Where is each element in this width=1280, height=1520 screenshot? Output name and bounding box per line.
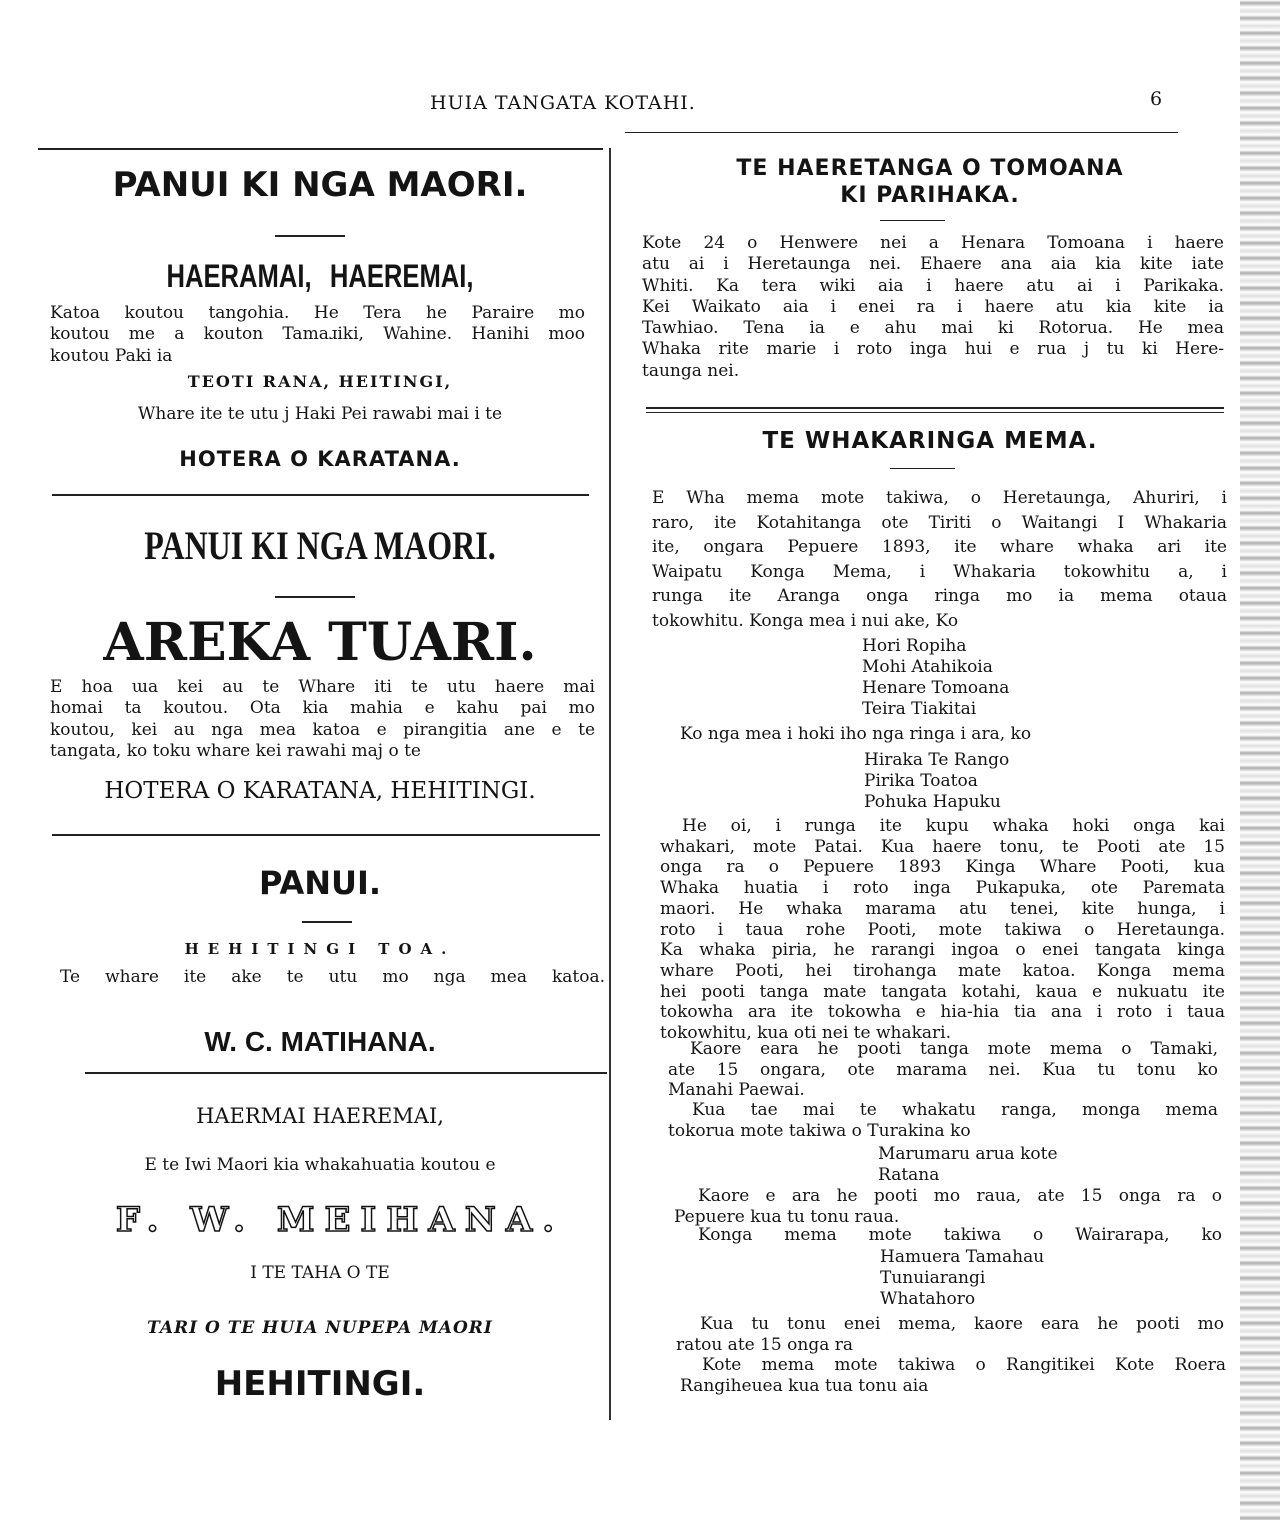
article1-title-line: TE HAERETANGA O TOMOANA [736, 156, 1124, 181]
text-line: Rangiheuea kua tua tonu aia [680, 1376, 929, 1396]
text-line: Whaka rite marie i roto inga hui e rua j tu ki Here- [642, 339, 1224, 360]
section-rule [52, 494, 589, 496]
ad3-line: Te whare ite ake te utu mo nga mea katoa. [60, 967, 605, 987]
article2-p8 [676, 1314, 1224, 1355]
text-line: tokowhitu. Konga mea i nui ake, Ko [652, 610, 959, 631]
text-line: koutou Paki ia [50, 345, 173, 366]
text-line: Manahi Paewai. [668, 1080, 805, 1100]
text-line: Kote mema mote takiwa o Rangitikei Kote Roera [702, 1355, 1226, 1375]
article1-title [630, 155, 1230, 209]
name-item: Pohuka Hapuku [864, 792, 1001, 812]
name-item: Henare Tomoana [862, 678, 1010, 698]
article2-p7-wrap [698, 1225, 1222, 1246]
ad4-line: E te Iwi Maori kia whakahuatia koutou e [144, 1155, 496, 1175]
short-rule [302, 921, 352, 923]
ad2-title: PANUI KI NGA MAORI. [144, 523, 496, 568]
name-item: Marumaru arua kote [878, 1144, 1058, 1164]
text-line: tokowha ara ite tokowha e hia-hia tia ana i roto i taua [660, 1002, 1225, 1023]
text-line: tangata, ko toku whare kei rawahi maj o te [50, 740, 421, 761]
text-line: Kua tu tonu enei mema, kaore eara he pooti mo [700, 1314, 1224, 1334]
ad2-paragraph [50, 677, 595, 762]
ad4-line2: I TE TAHA O TE [250, 1263, 390, 1283]
column-divider [609, 148, 611, 1420]
text-line: Kote 24 o Henwere nei a Henara Tomoana i haere [642, 233, 1224, 253]
text-line: roto i taua rohe Pooti, mote takiwa o Heretaunga. [660, 919, 1225, 940]
text-line: koutou, kei au nga mea katoa e pirangitia ane e te [50, 719, 595, 740]
ad1-footer: HOTERA O KARATANA. [179, 447, 461, 471]
text-line: runga ite Aranga onga ringa mo ia mema otaua [652, 586, 1227, 606]
text-line: Tawhiao. Tena ia e ahu mai ki Rotorua. He mea [642, 318, 1224, 339]
text-line: taunga nei. [642, 360, 740, 381]
article2-p2: Ko nga mea i hoki iho nga ringa i ara, ko [680, 724, 1032, 744]
text-line: Whaka huatia i roto inga Pukapuka, ote Paremata [660, 878, 1225, 899]
short-rule [275, 596, 355, 598]
newspaper-title: HUIA TANGATA KOTAHI. [430, 92, 696, 114]
name-item: Hiraka Te Rango [864, 750, 1010, 770]
ad3-line-wrap [60, 967, 605, 988]
article2-p9 [680, 1355, 1226, 1397]
text-line: Katoa koutou tangohia. He Tera he Paraire mo [50, 303, 585, 323]
text-line: E Wha mema mote takiwa, o Heretaunga, Ahuriri, i [652, 488, 1227, 508]
text-line: tokowhitu, kua oti nei te whakari. [660, 1023, 952, 1044]
name-item: Ratana [878, 1165, 940, 1185]
name-item: Pirika Toatoa [864, 771, 978, 791]
ad3-footer: W. C. MATIHANA. [204, 1026, 436, 1057]
article1-body [642, 233, 1224, 382]
text-line: Ka whaka piria, he rarangi ingoa o enei tangata kinga [660, 940, 1225, 961]
article2-p1 [652, 486, 1227, 633]
ad4-name: F. W. MEIHANA. [115, 1200, 565, 1240]
ad4-office: TARI O TE HUIA NUPEPA MAORI [147, 1318, 493, 1338]
text-line: Waipatu Konga Mema, i Whakaria tokowhitu a, i [652, 561, 1227, 582]
text-line: whare Pooti, hei tirohanga mate katoa. Konga mema [660, 960, 1225, 981]
section-rule [52, 834, 600, 836]
text-line: hei pooti tanga mate tangata kotahi, kaua e nukuatu ite [660, 981, 1225, 1002]
text-line: Kaore eara he pooti tanga mote mema o Tamaki, [690, 1039, 1218, 1059]
name-item: Teira Tiakitai [862, 699, 977, 719]
text-line: Pepuere kua tu tonu raua. [674, 1207, 900, 1227]
ad1-line2: Whare ite te utu j Haki Pei rawabi mai i te [137, 404, 503, 424]
ad3-subtitle: HEHITINGI TOA. [184, 940, 456, 958]
article2-p6 [674, 1186, 1222, 1228]
ad1-paragraph [50, 303, 585, 367]
text-line: He oi, i runga ite kupu whaka hoki onga kai [682, 816, 1225, 836]
text-line: ite, ongara Pepuere 1893, ite whare whaka ari ite [652, 537, 1227, 557]
name-item: Hori Ropiha [862, 636, 967, 656]
name-item: Mohi Atahikoia [862, 657, 993, 677]
ad1-name: TEOTI RANA, HEITINGI, [187, 372, 453, 391]
ad4-footer: HEHITINGI. [214, 1364, 426, 1404]
double-rule-bottom [646, 412, 1224, 413]
ad2-footer: HOTERA O KARATANA, HEHITINGI. [104, 778, 536, 804]
ad1-title: PANUI KI NGA MAORI. [112, 165, 528, 205]
ad2-headline: AREKA TUARI. [103, 612, 537, 673]
section-rule [85, 1072, 607, 1074]
text-line: raro, ite Kotahitanga ote Tiriti o Waitangi I Whakaria [652, 512, 1227, 533]
ad3-title: PANUI. [258, 864, 382, 902]
text-line: Kua tae mai te whakatu ranga, monga mema [692, 1100, 1218, 1120]
text-line: homai ta koutou. Ota kia mahia e kahu pai mo [50, 698, 595, 719]
text-line: tokorua mote takiwa o Turakina ko [668, 1121, 971, 1141]
article2-title: TE WHAKARINGA MEMA. [762, 428, 1098, 454]
article2-p7: Konga mema mote takiwa o Wairarapa, ko [698, 1225, 1222, 1245]
name-item: Whatahoro [880, 1289, 976, 1309]
text-line: ate 15 ongara, ote marama nei. Kua tu tonu ko [668, 1059, 1218, 1080]
text-line: E hoa ɯa kei au te Whare iti te utu haere mai [50, 677, 595, 697]
name-item: Hamuera Tamahau [880, 1247, 1045, 1267]
text-line: Kaore e ara he pooti mo raua, ate 15 onga ra o [698, 1186, 1222, 1206]
article2-p3 [660, 816, 1225, 1044]
ad4-title: HAERMAI HAEREMAI, [196, 1104, 444, 1128]
short-rule [275, 235, 345, 237]
ad1-subtitle: HAERAMAI, HAEREMAI, [166, 258, 474, 294]
article1-title-line: KI PARIHAKA. [840, 183, 1020, 208]
text-line: whakari, mote Patai. Kua haere tonu, te Pooti ate 15 [660, 836, 1225, 857]
header-rule-left [38, 148, 603, 150]
text-line: maori. He whaka marama atu tenei, kite hunga, i [660, 898, 1225, 919]
text-line: atu ai i Heretaunga nei. Ehaere ana aia kia kite iate [642, 254, 1224, 275]
article2-p5 [668, 1100, 1218, 1142]
names-list-4 [880, 1247, 1044, 1310]
text-line: ratou ate 15 onga ra [676, 1334, 854, 1355]
name-item: Tunuiarangi [880, 1268, 986, 1288]
scan-edge [1240, 0, 1280, 1520]
names-list-1 [862, 636, 1009, 720]
double-rule-top [646, 407, 1224, 409]
article2-p4 [668, 1039, 1218, 1101]
text-line: Whiti. Ka tera wiki aia i haere atu ai i Parikaka. [642, 275, 1224, 296]
names-list-2 [864, 750, 1009, 813]
text-line: koutou me a kouton Tamaɹiki, Wahine. Hanihi moo [50, 324, 585, 345]
names-list-3 [878, 1144, 1058, 1186]
short-rule [890, 468, 955, 469]
text-line: Kei Waikato aia i enei ra i haere atu kia kite ia [642, 296, 1224, 317]
page-number: 6 [1150, 88, 1164, 110]
text-line: onga ra o Pepuere 1893 Kinga Whare Pooti, kua [660, 857, 1225, 878]
header-rule-right [625, 132, 1178, 133]
short-rule [880, 220, 945, 221]
